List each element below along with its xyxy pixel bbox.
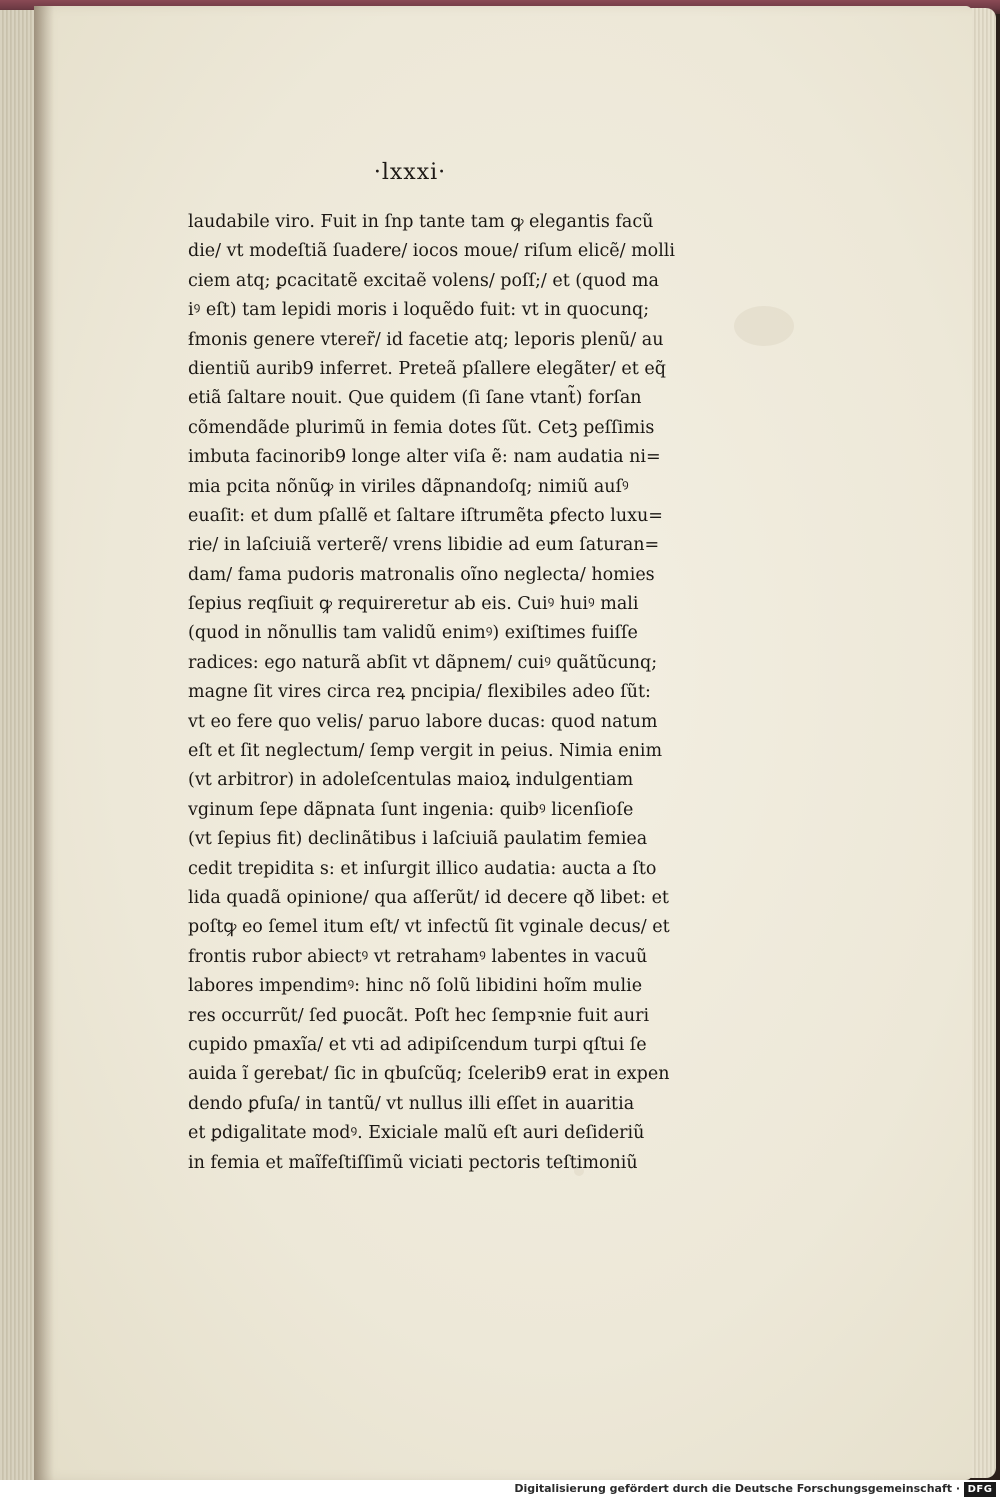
digitization-footer — [0, 1480, 1000, 1500]
text-line: et ꝑdigalitate modꝰ. Exiciale malũ eſt auri deſideriũ — [188, 1123, 645, 1144]
text-line: ſepius reqſiuit ꝙ requireretur ab eis. Cuiꝰ huiꝰ mali — [188, 594, 639, 615]
incunabula-text-block — [188, 208, 718, 1178]
text-line: (vt arbitror) in adoleſcentulas maioꝝ indulgentiam — [188, 770, 634, 791]
text-line: dam/ fama pudoris matronalis oĩno neglecta/ homies — [188, 564, 655, 585]
text-line: labores impendimꝰ: hinc nõ ſolũ libidini hoĩm mulie — [188, 976, 643, 997]
dfg-logo: DFG — [964, 1482, 996, 1497]
text-line: dientiũ aurib9 inferret. Preteã pſallere elegãter/ et eq̃ — [188, 358, 666, 379]
text-line: cupido pmaxĩa/ et vti ad adipiſcendum turpi qſtui ſe — [188, 1034, 647, 1055]
text-line: cõmendãde plurimũ in femia dotes ſũt. Cetꝫ peſſimis — [188, 417, 655, 438]
text-line: die/ vt modeſtiã ſuadere/ iocos moue/ riſum elicẽ/ molli — [188, 241, 675, 262]
dfg-credit-text: Digitalisierung gefördert durch die Deutsche Forschungsgemeinschaft · — [514, 1482, 960, 1495]
text-line: magne ſit vires circa reꝝ pncipia/ flexibiles adeo ſũt: — [188, 682, 651, 703]
text-line: (quod in nõnullis tam validũ enimꝰ) exiſtimes fuiſſe — [188, 623, 638, 644]
text-line: ciem atq; ꝑcacitatẽ excitaẽ volens/ poſſ;/ et (quod ma — [188, 270, 659, 291]
text-line: imbuta facinorib9 longe alter viſa ẽ: nam audatia ni= — [188, 447, 661, 468]
text-line: euaſit: et dum pſallẽ et ſaltare iſtrumẽta ꝑfecto luxu= — [188, 505, 663, 526]
text-line: poſtꝙ eo ſemel itum eſt/ vt infectũ ſit vginale decus/ et — [188, 917, 670, 938]
text-line: radices: ego naturã abſit vt dãpnem/ cuiꝰ quãtũcunq; — [188, 652, 658, 673]
text-line: in femia et maĩfeſtiſſimũ viciati pectoris teſtimoniũ — [188, 1152, 638, 1173]
text-line: ẜmonis genere vterer̃/ id facetie atq; leporis plenũ/ au — [188, 329, 664, 350]
gutter-shadow — [34, 6, 54, 1480]
right-leaf-edges — [968, 8, 996, 1478]
text-line: rie/ in laſciuiã verterẽ/ vrens libidie ad eum ſaturan= — [188, 535, 660, 556]
text-line: cedit trepidita s: et inſurgit illico audatia: aucta a ſto — [188, 858, 657, 879]
text-line: auida ĩ gerebat/ ſic in qbuſcũq; ſcelerib9 erat in expen — [188, 1064, 670, 1085]
paper-show-through — [734, 306, 794, 346]
text-line: frontis rubor abiectꝰ vt retrahamꝰ labentes in vacuũ — [188, 946, 648, 967]
text-line: laudabile viro. Fuit in ſnp tante tam ꝙ elegantis facũ — [188, 212, 654, 232]
text-line: dendo ꝑfuſa/ in tantũ/ vt nullus illi eſſet in auaritia — [188, 1093, 635, 1114]
text-line: vt eo fere quo velis/ paruo labore ducas: quod natum — [188, 711, 658, 732]
text-line: etiã ſaltare nouit. Que quidem (ſi ſane vtant̃) forſan — [188, 388, 642, 409]
text-line: mia pcita nõnũꝙ in viriles dãpnandoſq; nimiũ auſꝰ — [188, 476, 629, 497]
text-line: lida quadã opinione/ qua aſſerũt/ id decere qð libet: et — [188, 887, 669, 908]
text-line: res occurrũt/ ſed ꝑuocãt. Poſt hec ſempꝛnie fuit auri — [188, 1005, 650, 1026]
text-line: (vt ſepius fit) declinãtibus i laſciuiã paulatim femiea — [188, 829, 648, 850]
text-line: eſt et ſit neglectum/ ſemp vergit in peius. Nimia enim — [188, 741, 663, 762]
text-line: vginum ſepe dãpnata ſunt ingenia: quibꝰ licenſioſe — [188, 799, 634, 820]
folio-number: ·lxxxi· — [373, 160, 447, 185]
text-line: iꝰ eſt) tam lepidi moris i loquẽdo fuit: vt in quocunq; — [188, 300, 650, 321]
